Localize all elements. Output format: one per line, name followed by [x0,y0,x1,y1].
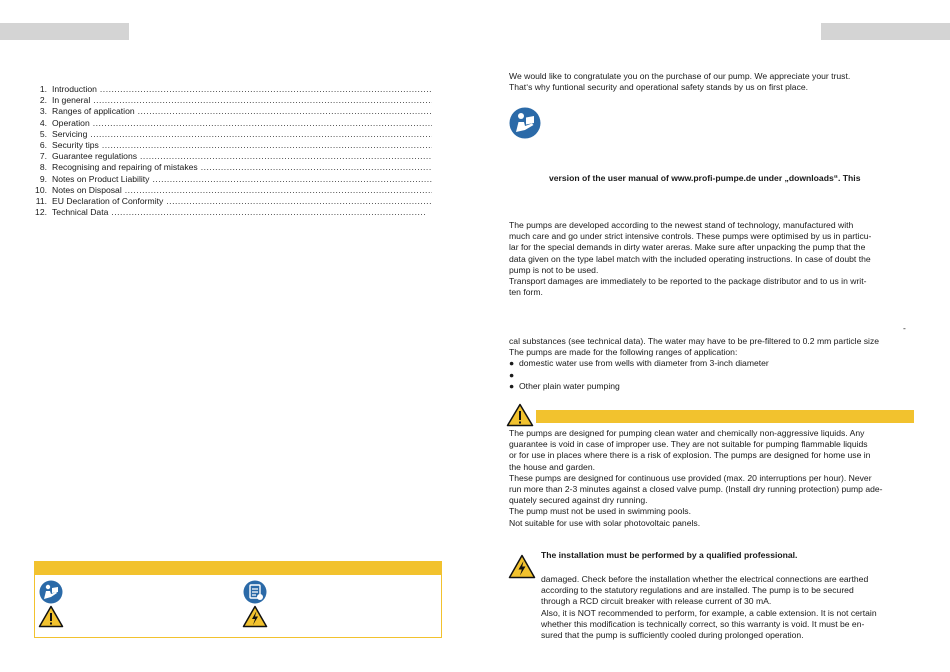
toc-title: Recognising and repairing of mistakes [52,162,198,173]
warning-line: These pumps are designed for continuous use provided (max. 20 interruptions per hour). Never [509,472,872,483]
toc-number: 6. [39,140,47,151]
toc-item-general[interactable] [30,95,432,106]
warning-line: The pumps are designed for pumping clean water and chemically non-aggressive liquids. Any [509,428,865,438]
toc-leader [93,118,432,129]
toc-title: Security tips [52,140,99,151]
general-line: Transport damages are immediately to be reported to the package distributor and to us in writ- [509,276,867,287]
toc-number: 8. [39,162,47,173]
toc-title: Technical Data [52,207,109,218]
electrical-heading: The installation must be performed by a qualified professional. [541,550,798,560]
general-line: ten form. [509,287,543,298]
warning-icon [38,605,64,628]
intended-use-paragraph [509,428,916,529]
read-manual-icon [509,107,541,139]
electrical-line: Also, it is NOT recommended to perform, for example, a cable extension. It is not certain [541,607,877,618]
electrical-line: damaged. Check before the installation whether the electrical connections are earthed [541,574,869,584]
toc-title: In general [52,95,91,106]
header-tab-left [0,23,129,40]
warning-line: or for use in places where there is a risk of explosion. The pumps are designed for home use in [509,450,871,461]
toc-title: Servicing [52,128,88,139]
ranges-line: cal substances (see technical data). The water may have to be pre-filtered to 0.2 mm particle size [509,336,880,346]
electrical-paragraph [541,574,915,641]
toc-leader [100,84,432,95]
warning-header-bar [536,410,914,423]
toc-number: 2. [39,95,47,106]
read-manual-icon [39,580,63,604]
toc-item-guarantee[interactable] [30,151,432,162]
list-item [509,370,919,381]
warning-line: guarantee is void in case of improper use. They are not suitable for pumping flammable liquids [509,439,868,450]
toc-leader [111,207,425,218]
warning-line: quately secured against dry running. [509,495,648,506]
toc-item-operation[interactable] [30,118,432,129]
legend-header-bar [35,562,441,575]
warning-line: Not suitable for use with solar photovoltaic panels. [509,517,701,528]
toc-title: Notes on Disposal [52,184,122,195]
toc-leader [140,151,432,162]
toc-title: Notes on Product Liability [52,173,150,184]
toc-leader [166,196,432,207]
toc-title: Introduction [52,84,97,94]
toc-item-mistakes[interactable] [30,162,432,173]
toc-number: 5. [39,128,47,139]
bullet-icon: ● [509,358,515,369]
toc-item-introduction[interactable] [30,84,432,95]
toc-item-technical-data[interactable] [30,207,425,218]
intro-line: We would like to congratulate you on the purchase of our pump. We appreciate your trust. [509,71,851,81]
toc-item-servicing[interactable] [30,129,432,140]
warning-line: the house and garden. [509,461,596,472]
toc-number: 9. [39,173,47,184]
toc-number: 7. [39,151,47,162]
toc-leader [138,106,432,117]
toc-item-disposal[interactable] [30,185,432,196]
toc-leader [93,95,432,106]
electrical-hazard-icon [508,554,536,579]
toc-number: 3. [39,106,47,117]
bullet-icon: ● [509,369,515,380]
electrical-hazard-icon [242,605,268,628]
toc-leader [125,185,432,196]
manual-download-note: version of the user manual of www.profi-pumpe.de under „downloads“. This [549,173,861,183]
toc-item-liability[interactable] [30,174,432,185]
toc-item-security[interactable] [30,140,432,151]
toc-number: 4. [39,117,47,128]
intro-paragraph [509,71,916,93]
table-of-contents [30,84,432,218]
toc-leader [201,162,432,173]
electrical-line: through a RCD circuit breaker with release current of 30 mA. [541,596,772,607]
toc-leader [90,129,432,140]
electrical-line: according to the statutory regulations and are installed. The pump is to be secured [541,585,854,596]
warning-line: The pump must not be used in swimming pools. [509,506,691,517]
bullet-icon: ● [509,380,515,391]
general-line: The pumps are developed according to the newest stand of technology, manufactured with [509,220,854,230]
toc-leader [102,140,432,151]
toc-number: 1. [39,84,47,94]
hyphen-fragment: - [903,323,906,333]
toc-title: EU Declaration of Conformity [52,196,164,207]
toc-item-conformity[interactable] [30,196,432,207]
ranges-line: The pumps are made for the following ranges of application: [509,347,738,358]
general-line: data given on the type label match with the included operating instructions. In case of doubt the [509,253,871,264]
electrical-line: sured that the pump is sufficiently cooled during prolonged operation. [541,630,804,641]
general-line: much care and go under strict intensive controls. These pumps were optimised by us in particu- [509,231,872,242]
toc-title: Ranges of application [52,106,135,117]
warning-line: run more than 2-3 minutes against a closed valve pump. (Install dry running protection) pump ade- [509,484,883,495]
header-tab-right [821,23,950,40]
intro-line: That‘s why funtional security and operational safety stands by us on first place. [509,82,809,93]
warning-icon [506,403,534,427]
electrical-line: whether this modification is technically correct, so this warranty is void. It must be en- [541,618,865,629]
ranges-paragraph [509,336,919,392]
toc-number: 11. [35,196,47,207]
toc-number: 10. [35,184,47,195]
toc-title: Operation [52,117,90,128]
symbol-legend-box [34,561,442,638]
general-line: pump is not to be used. [509,264,599,275]
disconnect-power-icon [243,580,267,604]
list-item-text: Other plain water pumping [519,380,620,391]
list-item [509,358,919,369]
toc-number: 12. [35,207,47,218]
toc-title: Guarantee regulations [52,151,138,162]
list-item-text: domestic water use from wells with diameter from 3-inch diameter [519,358,769,369]
list-item [509,381,919,392]
toc-leader [152,174,432,185]
general-line: lar for the special demands in dirty water areras. Make sure after unpacking the pump that the [509,242,866,253]
toc-item-ranges[interactable] [30,106,432,117]
general-paragraph [509,220,916,298]
